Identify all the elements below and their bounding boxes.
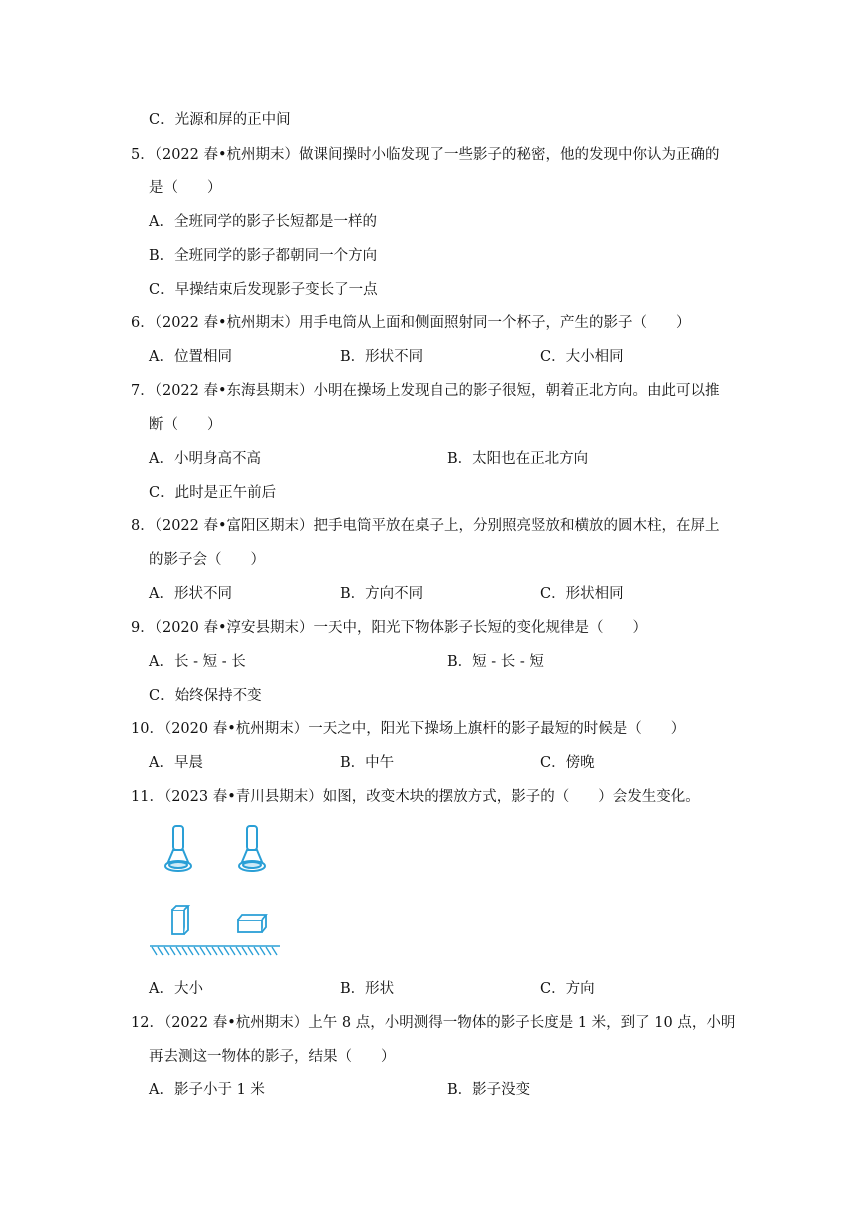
question-12-line1: 12．（2022 春•杭州期末）上午 8 点，小明测得一物体的影子长度是 1 米，到了 10 点，小明: [131, 1015, 736, 1031]
flashlight-icon: [165, 826, 191, 871]
q11-option-b: B．形状: [340, 981, 395, 997]
q11-option-c: C．方向: [540, 981, 595, 997]
q7-option-b: B．太阳也在正北方向: [447, 451, 589, 467]
ground-hatching: [150, 946, 280, 955]
q6-option-b: B．形状不同: [340, 349, 424, 365]
q6-option-a: A．位置相同: [149, 349, 232, 365]
q5-option-a: A．全班同学的影子长短都是一样的: [149, 214, 377, 230]
question-11: 11．（2023 春•青川县期末）如图，改变木块的摆放方式，影子的（ ）会发生变化。: [131, 789, 700, 805]
q6-option-c: C．大小相同: [540, 349, 624, 365]
flashlight-block-figure: [146, 822, 286, 962]
question-12-line2: 再去测这一物体的影子，结果（ ）: [149, 1049, 396, 1065]
q7-option-a: A．小明身高不高: [149, 451, 261, 467]
question-5-line2: 是（ ）: [149, 180, 222, 196]
question-5-line1: 5．（2022 春•杭州期末）做课间操时小临发现了一些影子的秘密，他的发现中你认为正确的: [131, 147, 720, 163]
q12-option-b: B．影子没变: [447, 1082, 531, 1098]
flashlight-icon: [239, 826, 265, 871]
q8-option-c: C．形状相同: [540, 586, 624, 602]
question-9: 9．（2020 春•淳安县期末）一天中，阳光下物体影子长短的变化规律是（ ）: [131, 620, 648, 636]
q9-option-a: A．长 - 短 - 长: [149, 654, 246, 670]
question-10: 10．（2020 春•杭州期末）一天之中，阳光下操场上旗杆的影子最短的时候是（ ）: [131, 721, 686, 737]
upright-block-icon: [172, 906, 188, 934]
q8-option-a: A．形状不同: [149, 586, 232, 602]
q11-option-a: A．大小: [149, 981, 203, 997]
question-8-line1: 8．（2022 春•富阳区期末）把手电筒平放在桌子上，分别照亮竖放和横放的圆木柱，在屏上: [131, 518, 720, 534]
q5-option-b: B．全班同学的影子都朝同一个方向: [149, 248, 378, 264]
q10-option-a: A．早晨: [149, 755, 203, 771]
horizontal-block-icon: [238, 915, 266, 932]
question-7-line2: 断（ ）: [149, 417, 222, 433]
question-6: 6．（2022 春•杭州期末）用手电筒从上面和侧面照射同一个杯子，产生的影子（ ）: [131, 315, 691, 331]
question-8-line2: 的影子会（ ）: [149, 552, 265, 568]
question-7-line1: 7．（2022 春•东海县期末）小明在操场上发现自己的影子很短，朝着正北方向。由此可以推: [131, 383, 720, 399]
q10-option-c: C．傍晚: [540, 755, 595, 771]
q12-option-a: A．影子小于 1 米: [149, 1082, 265, 1098]
q8-option-b: B．方向不同: [340, 586, 424, 602]
q5-option-c: C．早操结束后发现影子变长了一点: [149, 282, 378, 298]
q4-option-c: C．光源和屏的正中间: [149, 112, 291, 128]
q9-option-b: B．短 - 长 - 短: [447, 654, 544, 670]
q7-option-c: C．此时是正午前后: [149, 485, 277, 501]
q10-option-b: B．中午: [340, 755, 395, 771]
q9-option-c: C．始终保持不变: [149, 688, 262, 704]
